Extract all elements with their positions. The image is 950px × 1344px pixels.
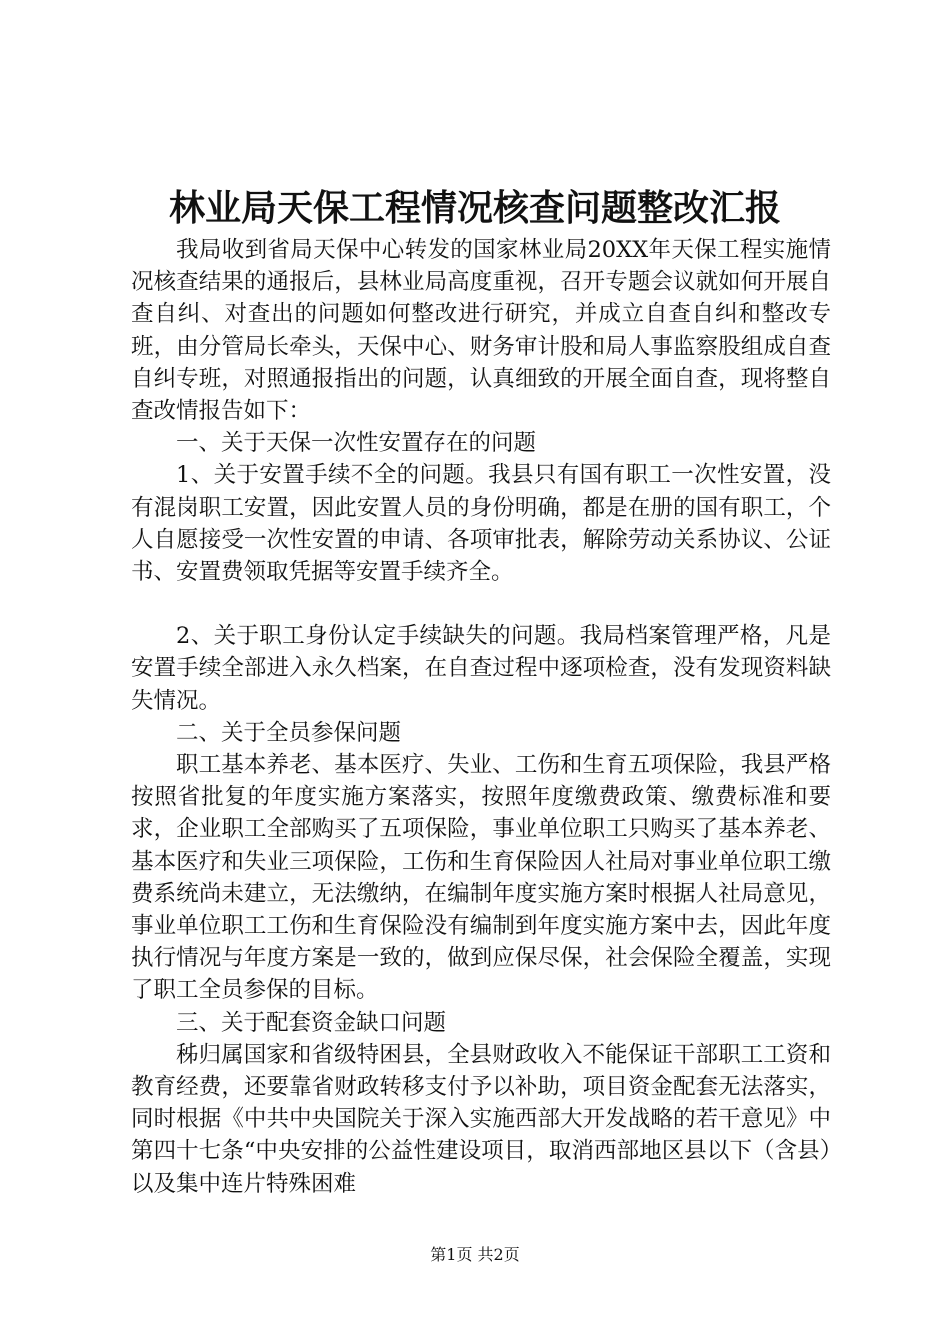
section-heading-3: 三、关于配套资金缺口问题 (176, 1009, 447, 1036)
section-3-paragraph: 秭归属国家和省级特困县，全县财政收入不能保证干部职工工资和教育经费，还要靠省财政转移支付予以补助，项目资金配套无法落实，同时根据《中共中央国院关于深入实施西部大开发战略的若干意见》中第四十七条“中央安排的公益性建设项目，取消西部地区县以下（含县）以及集中连片特殊困难 (131, 1041, 831, 1197)
section-heading-1: 一、关于天保一次性安置存在的问题 (176, 430, 537, 457)
intro-paragraph: 我局收到省局天保中心转发的国家林业局20XX年天保工程实施情况核查结果的通报后，县林业局高度重视，召开专题会议就如何开展自查自纠、对查出的问题如何整改进行研究，并成立自查自纠和整改专班，由分管局长牵头，天保中心、财务审计股和局人事监察股组成自查自纠专班，对照通报指出的问题，认真细致的开展全面自查，现将整自查改情报告如下： (131, 237, 831, 425)
page-footer (0, 1244, 950, 1266)
section-heading-2: 二、关于全员参保问题 (176, 719, 402, 746)
page-number-indicator: 第1页 共2页 (430, 1245, 520, 1264)
section-2-paragraph: 职工基本养老、基本医疗、失业、工伤和生育五项保险，我县严格按照省批复的年度实施方案落实，按照年度缴费政策、缴费标准和要求，企业职工全部购买了五项保险，事业单位职工只购买了基本养老、基本医疗和失业三项保险，工伤和生育保险因人社局对事业单位职工缴费系统尚未建立，无法缴纳，在编制年度实施方案时根据人社局意见，事业单位职工工伤和生育保险没有编制到年度实施方案中去，因此年度执行情况与年度方案是一致的，做到应保尽保，社会保险全覆盖，实现了职工全员参保的目标。 (131, 752, 831, 1004)
section-1-item-1-paragraph: 1、关于安置手续不全的问题。我县只有国有职工一次性安置，没有混岗职工安置，因此安置人员的身份明确，都是在册的国有职工，个人自愿接受一次性安置的申请、各项审批表，解除劳动关系协议、公证书、安置费领取凭据等安置手续齐全。 (131, 462, 831, 586)
document-title: 林业局天保工程情况核查问题整改汇报 (168, 187, 781, 229)
section-1-item-2-paragraph: 2、关于职工身份认定手续缺失的问题。我局档案管理严格，凡是安置手续全部进入永久档案，在自查过程中逐项检查，没有发现资料缺失情况。 (131, 623, 831, 714)
document-body (131, 234, 831, 1200)
